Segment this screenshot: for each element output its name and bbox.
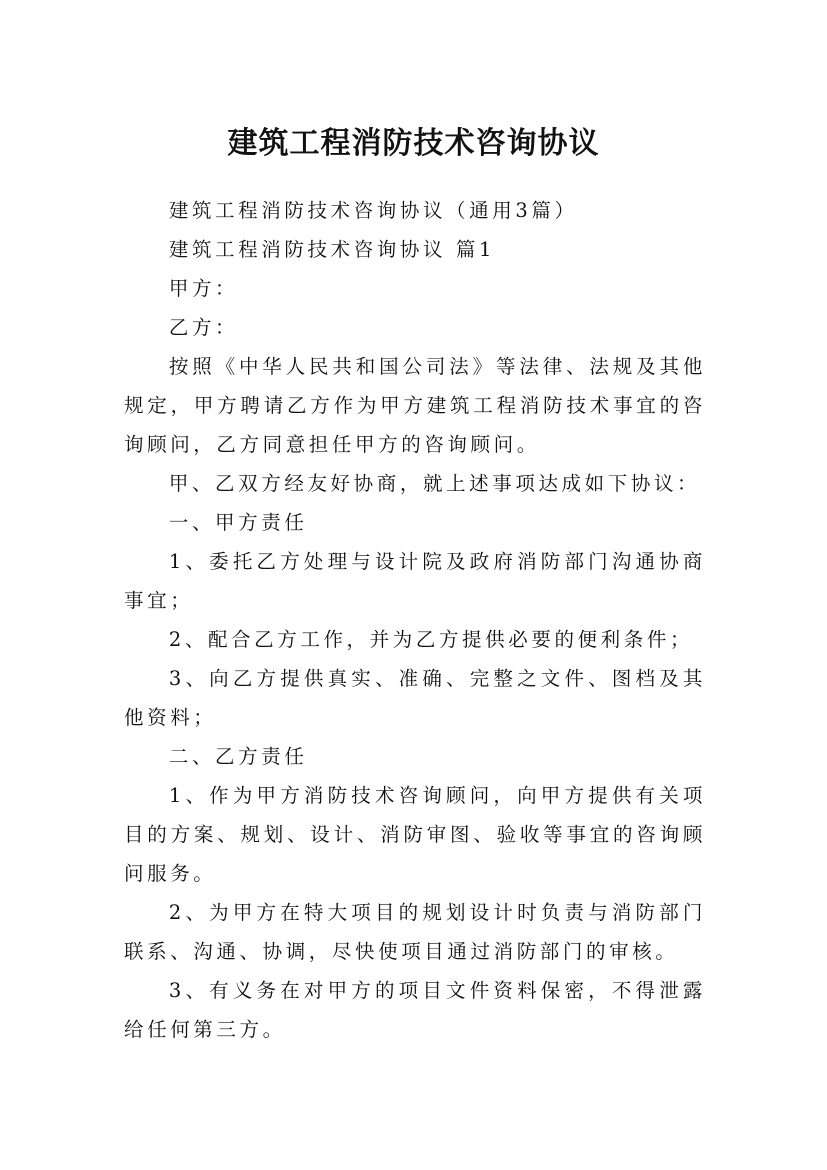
paragraph-party-b-duty-1: 1、作为甲方消防技术咨询顾问，向甲方提供有关项目的方案、规划、设计、消防审图、验收等事宜的咨询顾问服务。	[124, 784, 706, 885]
paragraph-heading-party-b-duties: 二、乙方责任	[168, 745, 308, 768]
paragraph-heading-party-a-duties: 一、甲方责任	[168, 511, 308, 534]
paragraph-party-a-duty-2: 2、配合乙方工作，并为乙方提供必要的便利条件；	[168, 628, 694, 651]
paragraph-agreement-intro: 甲、乙双方经友好协商，就上述事项达成如下协议：	[168, 472, 701, 495]
document-title: 建筑工程消防技术咨询协议	[227, 126, 600, 162]
paragraph-party-a-duty-3: 3、向乙方提供真实、准确、完整之文件、图档及其他资料；	[124, 667, 706, 729]
paragraph-party-a: 甲方：	[168, 277, 239, 300]
paragraph-party-b: 乙方：	[168, 316, 239, 339]
document-body	[124, 191, 706, 1049]
paragraph-preamble: 按照《中华人民共和国公司法》等法律、法规及其他规定，甲方聘请乙方作为甲方建筑工程消防技术事宜的咨询顾问，乙方同意担任甲方的咨询顾问。	[124, 355, 706, 456]
paragraph-party-b-duty-3: 3、有义务在对甲方的项目文件资料保密，不得泄露给任何第三方。	[124, 979, 706, 1041]
paragraph-party-b-duty-2: 2、为甲方在特大项目的规划设计时负责与消防部门联系、沟通、协调，尽快使项目通过消防部门的审核。	[124, 901, 706, 963]
paragraph-party-a-duty-1: 1、委托乙方处理与设计院及政府消防部门沟通协商事宜；	[124, 550, 706, 612]
paragraph-section-heading: 建筑工程消防技术咨询协议 篇1	[168, 238, 495, 261]
paragraph-subtitle: 建筑工程消防技术咨询协议（通用3篇）	[168, 199, 578, 222]
